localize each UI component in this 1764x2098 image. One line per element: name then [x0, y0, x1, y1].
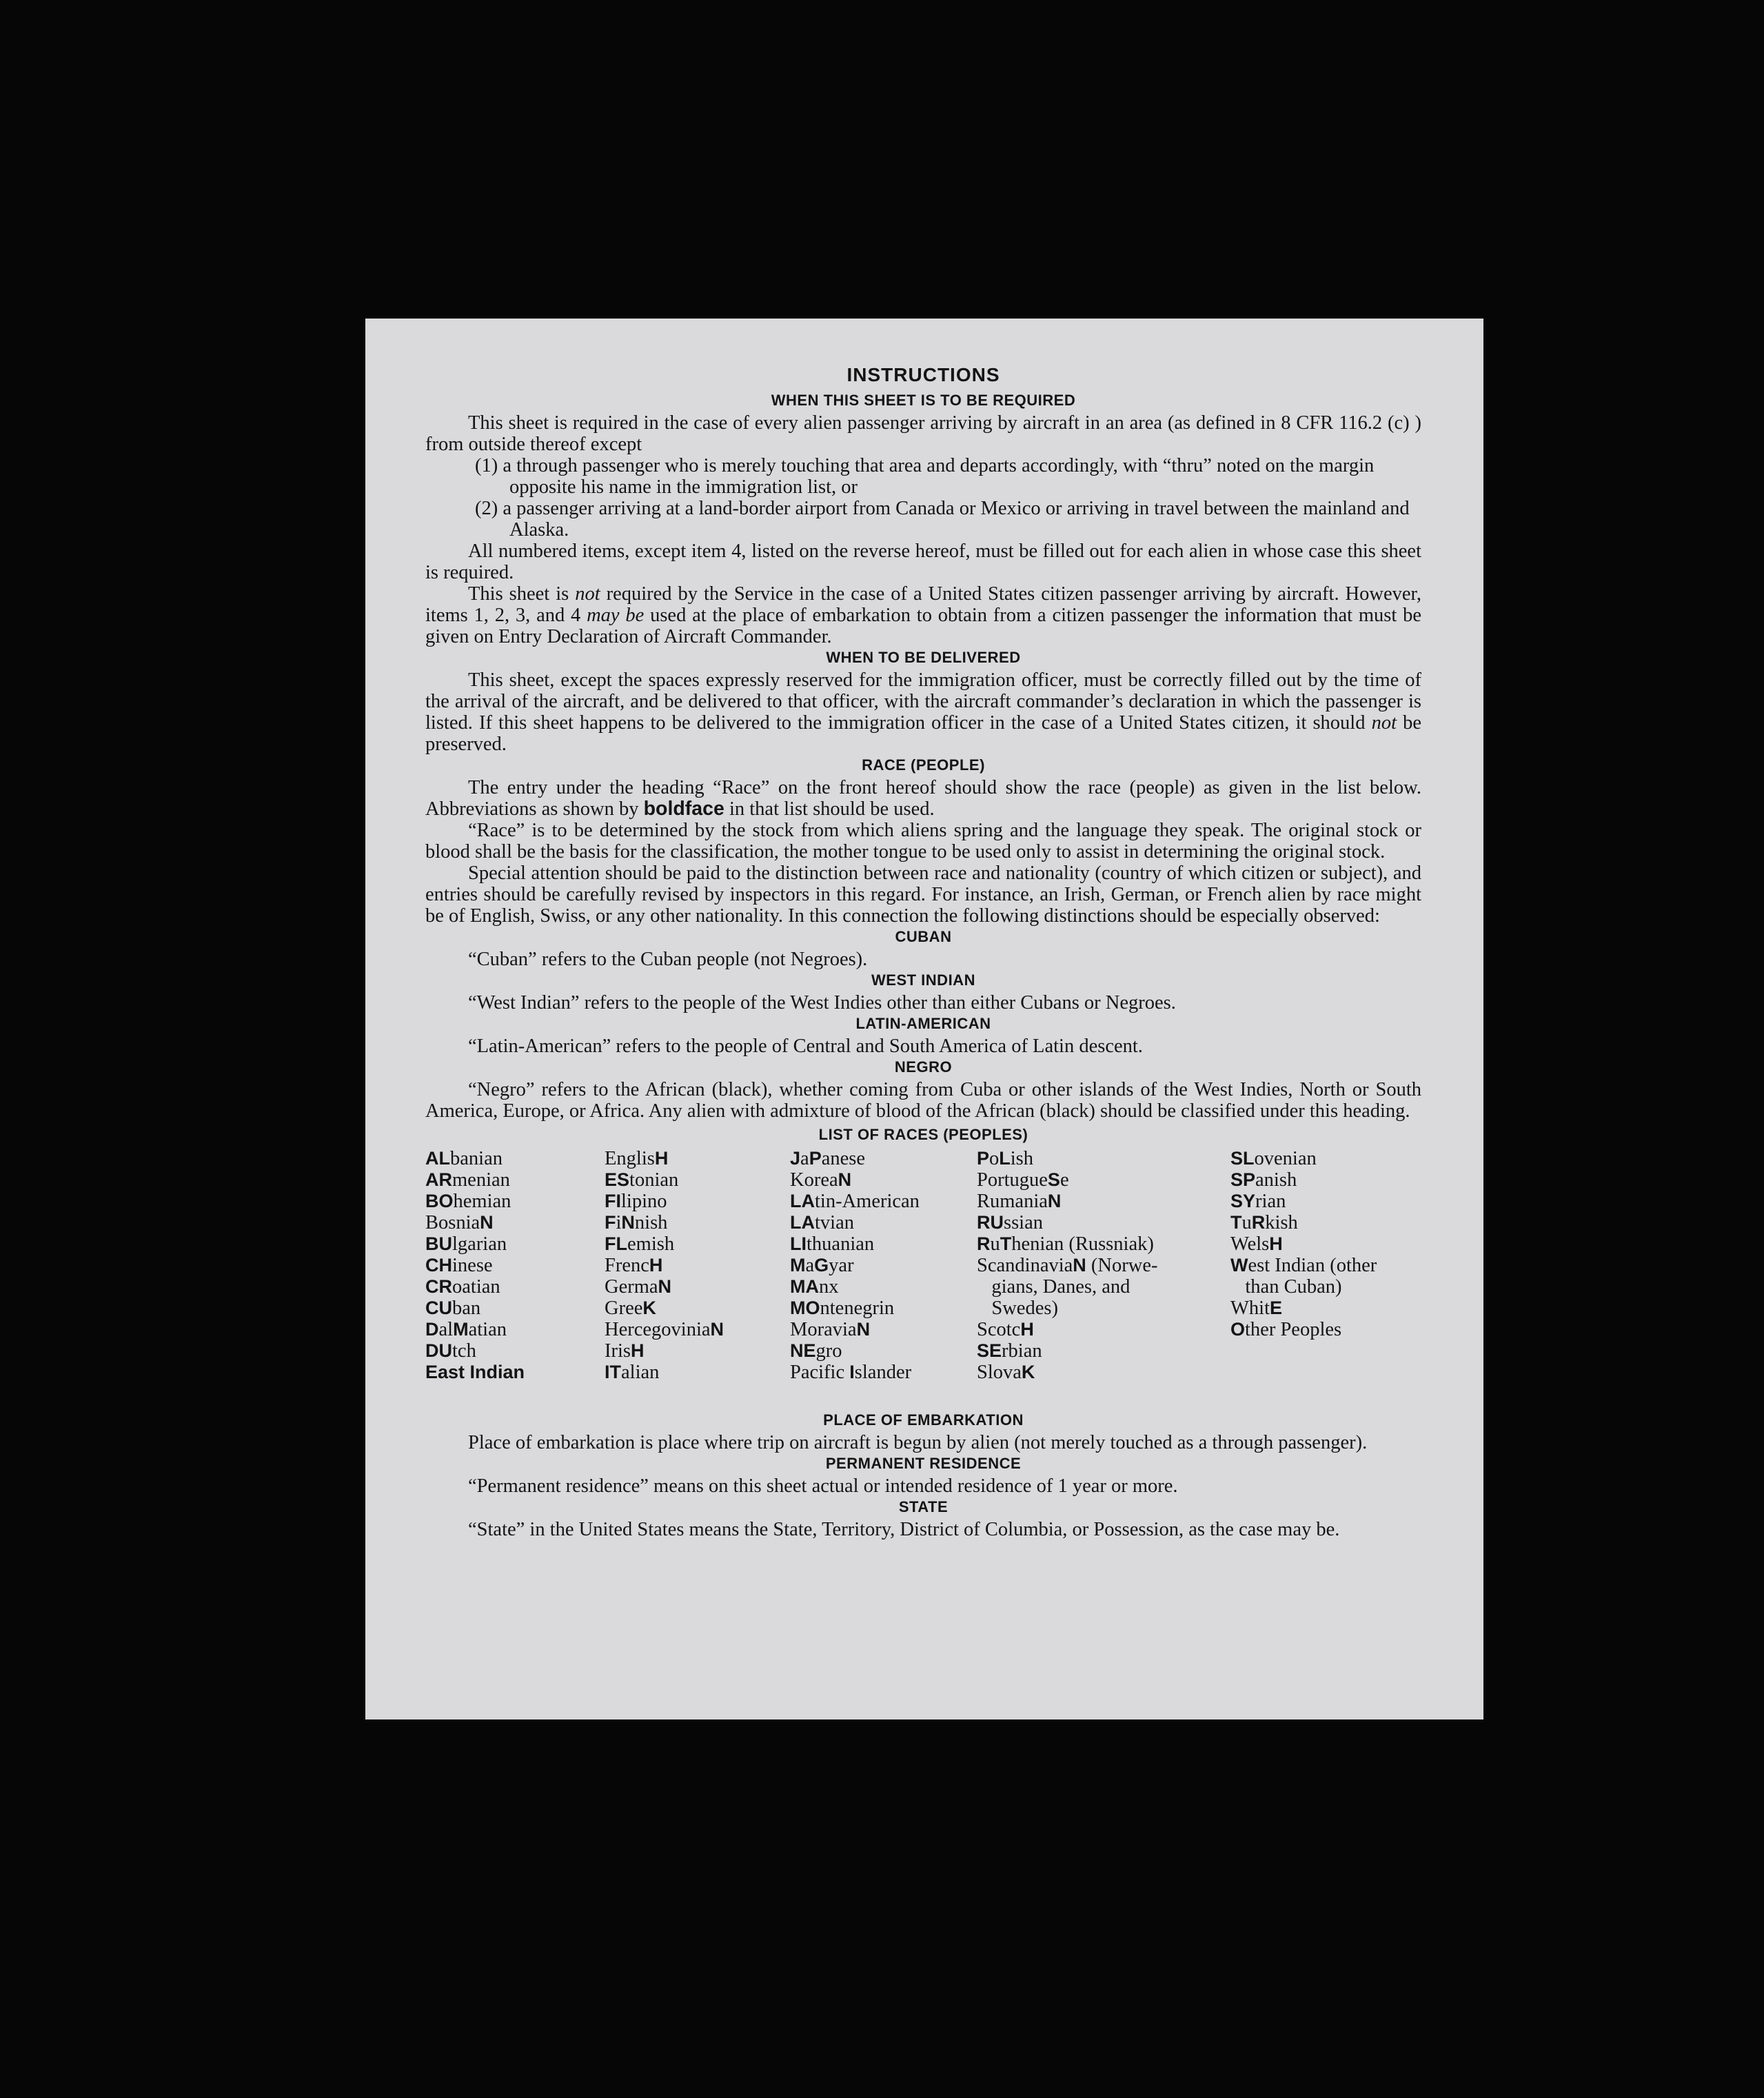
race-entry: FrencH [605, 1255, 663, 1276]
paragraph-state: “State” in the United States means the State, Territory, District of Columbia, or Possession, as the case may be. [468, 1519, 1340, 1540]
paragraph-west-indian: “West Indian” refers to the people of the West Indies other than either Cubans or Negroes. [468, 992, 1176, 1013]
paragraph-race-determination: “Race” is to be determined by the stock from which aliens spring and the language they speak. The original stock or blood shall be the basis for the classification, the mother tongue to be used only to assist in determining the original stock. [425, 820, 1421, 863]
race-entry: FLemish [605, 1233, 675, 1255]
race-entry: GermaN [605, 1276, 672, 1298]
race-entry: DUtch [425, 1340, 476, 1362]
race-entry: CUban [425, 1298, 481, 1319]
race-entry: than Cuban) [1230, 1276, 1342, 1298]
heading-when-required: WHEN THIS SHEET IS TO BE REQUIRED [771, 392, 1076, 409]
race-entry: WhitE [1230, 1298, 1283, 1319]
race-list [425, 1148, 1421, 1410]
exception-item-2: (2) a passenger arriving at a land-border airport from Canada or Mexico or arriving in travel between the mainland and Alaska. [475, 498, 1410, 541]
race-entry: ITalian [605, 1362, 660, 1383]
heading-west-indian: WEST INDIAN [871, 971, 975, 989]
heading-permanent-residence: PERMANENT RESIDENCE [825, 1455, 1022, 1472]
heading-cuban: CUBAN [895, 928, 952, 945]
race-entry: HercegoviniaN [605, 1319, 724, 1340]
race-entry: TuRkish [1230, 1212, 1298, 1233]
race-entry: West Indian (other [1230, 1255, 1377, 1276]
race-entry: CHinese [425, 1255, 493, 1276]
race-entry: RUssian [977, 1212, 1043, 1233]
race-entry: ALbanian [425, 1148, 503, 1169]
paragraph-citizen-passenger [425, 583, 1421, 647]
text-segment: used at the place of embarkation to obtain from a citizen passenger the information that must be given on Entry Declaration of Aircraft Commander. [425, 605, 1422, 647]
race-entry: RumaniaN [977, 1191, 1062, 1212]
paragraph-numbered-items: All numbered items, except item 4, listed on the reverse hereof, must be filled out for each alien in whose case this sheet is required. [425, 541, 1421, 583]
race-entry: SLovenian [1230, 1148, 1317, 1169]
race-entry: Pacific Islander [790, 1362, 912, 1383]
race-column-3 [790, 1148, 920, 1383]
text-segment: in that list should be used. [729, 798, 935, 820]
race-entry: GreeK [605, 1298, 656, 1319]
text-segment: be preserved. [425, 712, 1422, 755]
paragraph-race-entry [425, 777, 1421, 820]
race-entry: MoraviaN [790, 1319, 871, 1340]
race-entry: SErbian [977, 1340, 1042, 1362]
race-entry: MAnx [790, 1276, 839, 1298]
race-column-1 [425, 1148, 525, 1383]
race-entry: BOhemian [425, 1191, 511, 1212]
heading-when-delivered: WHEN TO BE DELIVERED [826, 649, 1021, 666]
paragraph-negro: “Negro” refers to the African (black), whether coming from Cuba or other islands of the West Indies, North or South America, Europe, or Africa. Any alien with admixture of blood of the African (black) should be classified under this heading. [425, 1079, 1421, 1122]
text-segment: This sheet is [468, 583, 569, 605]
race-entry: SPanish [1230, 1169, 1297, 1191]
emphasis-may-be: may be [587, 605, 645, 626]
boldface-word: boldface [643, 798, 724, 820]
paragraph-residence: “Permanent residence” means on this sheet actual or intended residence of 1 year or more. [468, 1475, 1178, 1497]
heading-negro: NEGRO [894, 1058, 953, 1076]
race-entry: FiNnish [605, 1212, 668, 1233]
race-entry: EnglisH [605, 1148, 669, 1169]
heading-latin-american: LATIN-AMERICAN [855, 1015, 991, 1032]
race-column-2 [605, 1148, 724, 1383]
race-entry: MOntenegrin [790, 1298, 895, 1319]
race-entry: CRoatian [425, 1276, 500, 1298]
race-entry: EStonian [605, 1169, 679, 1191]
paragraph-latin-american: “Latin-American” refers to the people of Central and South America of Latin descent. [468, 1036, 1143, 1057]
race-entry: East Indian [425, 1362, 525, 1382]
race-entry: RuThenian (Russniak) [977, 1233, 1154, 1255]
heading-state: STATE [898, 1498, 949, 1515]
race-entry: Swedes) [977, 1298, 1058, 1319]
race-entry: PoLish [977, 1148, 1034, 1169]
heading-list-of-races: LIST OF RACES (PEOPLES) [818, 1126, 1028, 1143]
instruction-sheet [365, 319, 1483, 1719]
text-segment: required by the Service in the case of a United States citizen passenger arriving by aircraft. However, items 1, 2, 3, and 4 [425, 583, 1421, 626]
paragraph-embarkation: Place of embarkation is place where trip on aircraft is begun by alien (not merely touched as a through passenger). [468, 1432, 1368, 1453]
heading-place-of-embarkation: PLACE OF EMBARKATION [823, 1411, 1024, 1429]
race-entry: KoreaN [790, 1169, 852, 1191]
race-entry: ARmenian [425, 1169, 510, 1191]
race-entry: SlovaK [977, 1362, 1035, 1383]
emphasis-not: not [1371, 712, 1397, 734]
paragraph-race-nationality: Special attention should be paid to the distinction between race and nationality (country of which citizen or subject), and entries should be carefully revised by inspectors in this regard. For instance, an Irish, German, or French alien by race might be of English, Swiss, or any other nationality. In this connection the following distinctions should be especially observed: [425, 863, 1421, 927]
race-entry: ScotcH [977, 1319, 1034, 1340]
race-entry: BUlgarian [425, 1233, 507, 1255]
race-entry: FIlipino [605, 1191, 667, 1212]
emphasis-not: not [575, 583, 600, 605]
race-entry: IrisH [605, 1340, 645, 1362]
race-entry: DalMatian [425, 1319, 507, 1340]
race-column-5 [1230, 1148, 1377, 1340]
paragraph-cuban: “Cuban” refers to the Cuban people (not Negroes). [468, 949, 868, 970]
race-entry: Other Peoples [1230, 1319, 1342, 1340]
heading-race: RACE (PEOPLE) [862, 756, 985, 774]
race-entry: WelsH [1230, 1233, 1283, 1255]
paragraph-required-intro: This sheet is required in the case of every alien passenger arriving by aircraft in an area (as defined in 8 CFR 116.2 (c) ) from outside thereof except [425, 412, 1421, 455]
exception-item-1: (1) a through passenger who is merely touching that area and departs accordingly, with “thru” noted on the margin opposite his name in the immigration list, or [475, 455, 1375, 498]
race-column-4 [977, 1148, 1157, 1383]
race-entry: PortugueSe [977, 1169, 1069, 1191]
text-segment: This sheet, except the spaces expressly reserved for the immigration officer, must be correctly filled out by the time of the arrival of the aircraft, and be delivered to that officer, with the aircraft commander’s declaration in which the passenger is listed. If this sheet happens to be delivered to the immigration officer in the case of a United States citizen, it should [425, 669, 1421, 734]
page-title: INSTRUCTIONS [846, 364, 1000, 385]
text-segment: The entry under the heading “Race” on the front hereof should show the race (people) as given in the list below. Abbreviations as shown by [425, 777, 1421, 820]
race-entry: LAtin-American [790, 1191, 920, 1212]
race-entry: JaPanese [790, 1148, 865, 1169]
race-entry: LAtvian [790, 1212, 854, 1233]
race-entry: BosniaN [425, 1212, 494, 1233]
paragraph-delivery [425, 669, 1421, 755]
race-entry: SYrian [1230, 1191, 1286, 1212]
race-entry: MaGyar [790, 1255, 854, 1276]
race-entry: NEgro [790, 1340, 842, 1362]
race-entry: LIthuanian [790, 1233, 875, 1255]
race-entry: ScandinaviaN (Norwe- [977, 1255, 1158, 1276]
race-entry: gians, Danes, and [977, 1276, 1131, 1298]
